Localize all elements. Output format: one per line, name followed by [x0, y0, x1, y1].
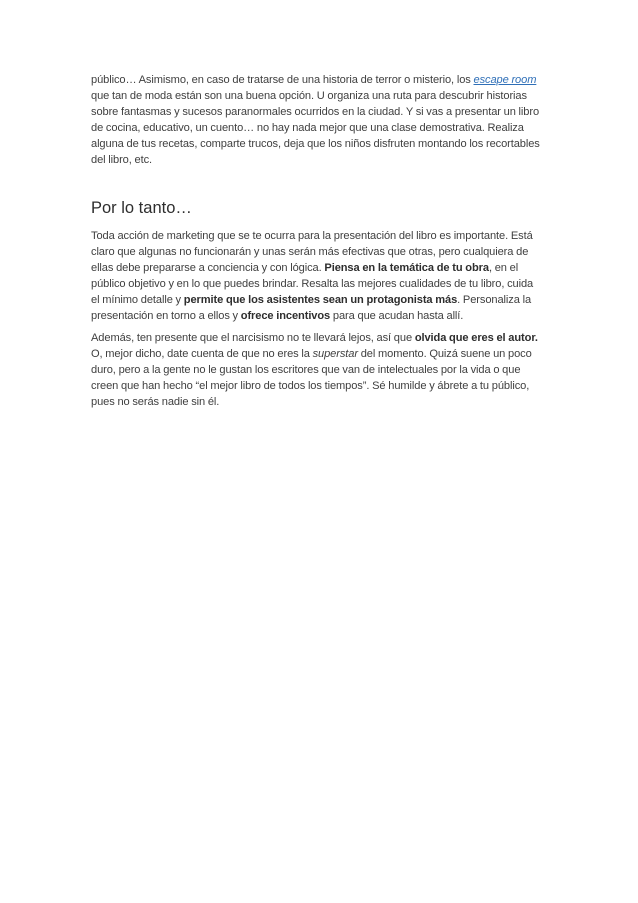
p2-text-3: del momento. Quizá suene un poco duro, pero a la gente no le gustan los escritores que van de intelectuales por la vida o que creen que han hecho “el mejor libro de todos los tiempos”. Sé humilde y ábrete a tu público, pues no serás nadie sin él.	[91, 348, 532, 408]
intro-text-1: público… Asimismo, en caso de tratarse de una historia de terror o misterio, los	[91, 74, 474, 86]
escape-room-link[interactable]: escape room	[473, 74, 537, 86]
p1-bold-3: ofrece incentivos	[240, 310, 331, 322]
conclusion-section	[91, 198, 543, 410]
document-page	[91, 72, 543, 410]
p1-bold-2: permite que los asistentes sean un protagonista más	[183, 294, 458, 306]
p1-text-2: , en el público objetivo y en lo que puedes brindar. Resalta las mejores cualidades de tu libro, cuida el mínimo detalle y	[91, 262, 534, 306]
intro-text-2: que tan de moda están son una buena opción. U organiza una ruta para descubrir historias sobre fantasmas y sucesos paranormales ocurridos en la ciudad. Y si vas a presentar un libro de cocina, educativo, un cuento… no hay nada mejor que una clase demostrativa. Realiza alguna de tus recetas, comparte trucos, deja que los niños disfruten montando los recortables del libro, etc.	[91, 90, 540, 166]
conclusion-paragraph-2	[91, 330, 543, 410]
p1-bold-1: Piensa en la temática de tu obra	[324, 262, 489, 274]
conclusion-paragraph-1	[91, 228, 543, 324]
p2-text-2: O, mejor dicho, date cuenta de que no eres la	[91, 348, 313, 360]
p2-italic-1: superstar	[312, 348, 358, 360]
p1-text-1: Toda acción de marketing que se te ocurra para la presentación del libro es importante. Está claro que algunas no funcionarán y unas serán más efectivas que otras, pero cualquiera de ellas debe prepararse a conciencia y con lógica.	[91, 230, 533, 274]
p2-text-1: Además, ten presente que el narcisismo no te llevará lejos, así que	[91, 332, 415, 344]
intro-section	[91, 72, 543, 168]
p1-text-4: para que acudan hasta allí.	[330, 310, 464, 322]
p1-text-3: . Personaliza la presentación en torno a ellos y	[91, 294, 532, 322]
intro-paragraph	[91, 72, 543, 168]
p2-bold-1: olvida que eres el autor.	[414, 332, 538, 344]
section-heading: Por lo tanto…	[91, 199, 192, 217]
